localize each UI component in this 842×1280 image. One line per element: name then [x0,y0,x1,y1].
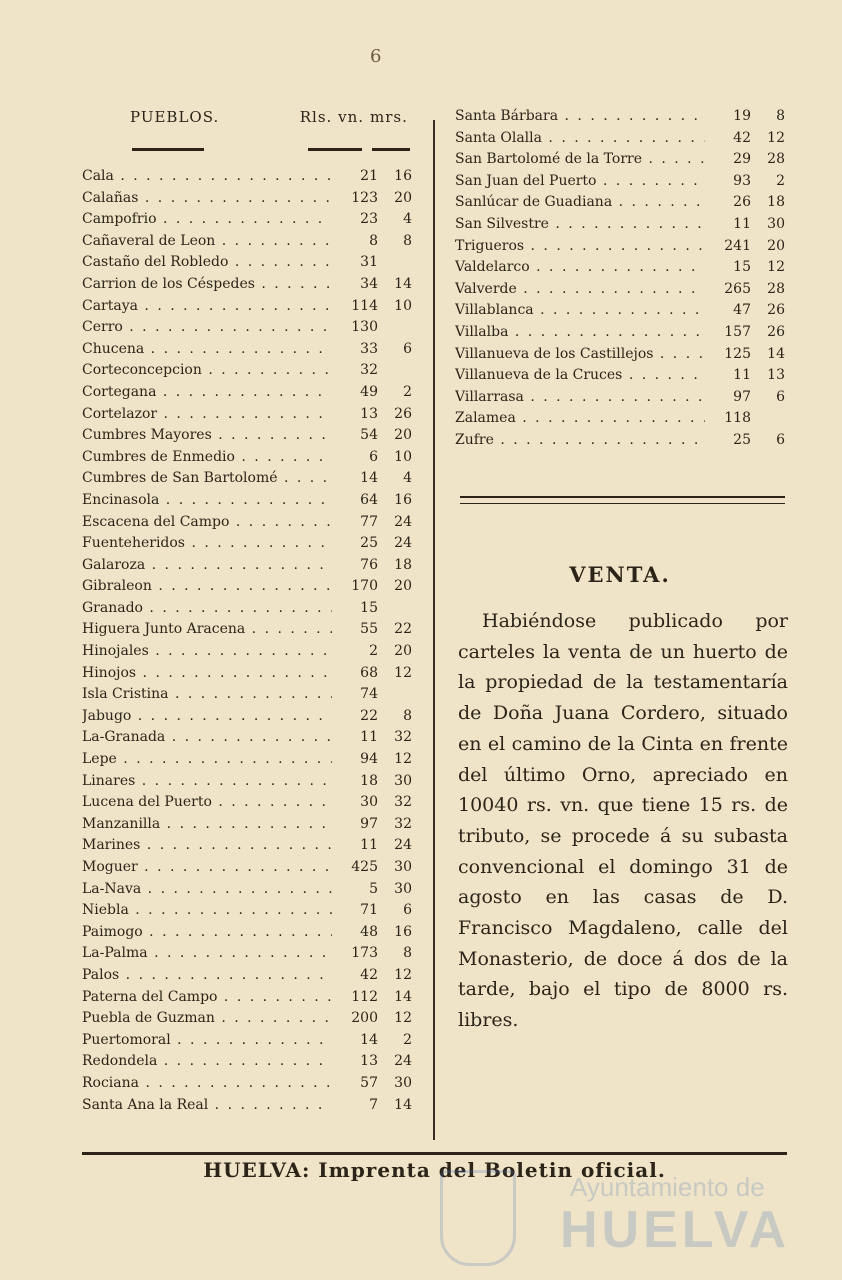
cell-mrs: 24 [378,837,412,853]
watermark-line1: Ayuntamiento de [570,1172,765,1202]
cell-mrs: 10 [378,449,412,465]
cell-mrs: 28 [751,281,785,297]
cell-rls: 26 [705,194,751,210]
cell-name: Galaroza . . . [82,557,332,573]
cell-name: Villablanca . . . [455,302,705,318]
cell-name: La-Palma . . . [82,945,332,961]
cell-name: Escacena del Campo . . . [82,514,332,530]
cell-name: Puertomoral . . . [82,1032,332,1048]
cell-name: Campofrio . . . [82,211,332,227]
cell-mrs: 22 [378,621,412,637]
cell-mrs: 30 [751,216,785,232]
cell-rls: 55 [332,621,378,637]
left-column [82,108,412,1118]
cell-rls: 173 [332,945,378,961]
cell-rls: 15 [705,259,751,275]
cell-mrs: 4 [378,470,412,486]
cell-rls: 64 [332,492,378,508]
footer-imprint: HUELVA: Imprenta del Boletin oficial. [203,1158,666,1182]
table-row [82,1010,412,1032]
table-row [455,151,785,173]
footer-rule [82,1152,787,1155]
table-row [82,233,412,255]
cell-name: Cortelazor . . . [82,406,332,422]
table-row [82,859,412,881]
cell-rls: 11 [332,729,378,745]
table-row [455,173,785,195]
venta-title: VENTA. [569,562,671,587]
cell-name: Granado . . . [82,600,332,616]
cell-rls: 8 [332,233,378,249]
table-row [82,1097,412,1119]
table-row [82,708,412,730]
cell-mrs: 8 [751,108,785,124]
cell-rls: 76 [332,557,378,573]
cell-name: San Silvestre . . . [455,216,705,232]
cell-rls: 7 [332,1097,378,1113]
table-row [82,600,412,622]
cell-name: Niebla . . . [82,902,332,918]
cell-mrs: 32 [378,729,412,745]
cell-rls: 125 [705,346,751,362]
cell-mrs: 32 [378,816,412,832]
cell-mrs: 16 [378,924,412,940]
cell-mrs: 16 [378,168,412,184]
table-row [82,989,412,1011]
table-row [82,427,412,449]
cell-mrs: 12 [751,259,785,275]
cell-mrs: 14 [378,989,412,1005]
cell-name: Fuenteheridos . . . [82,535,332,551]
cell-name: Cumbres de San Bartolomé . . . [82,470,332,486]
table-row [455,238,785,260]
cell-mrs: 13 [751,367,785,383]
cell-rls: 425 [332,859,378,875]
table-row [455,346,785,368]
table-row [82,190,412,212]
cell-rls: 200 [332,1010,378,1026]
cell-mrs: 18 [378,557,412,573]
cell-mrs: 12 [751,130,785,146]
cell-mrs: 8 [378,708,412,724]
cell-rls: 241 [705,238,751,254]
cell-name: Lepe . . . [82,751,332,767]
table-row [455,259,785,281]
cell-name: Cartaya . . . [82,298,332,314]
venta-body: Habiéndose publicado por carteles la venta de un huerto de la propiedad de la testamentaría de Doña Juana Cordero, situado en el camino de la Cinta en frente del último Orno, apreciado en 10040 rs. vn. que tiene 15 rs. de tributo, se procede á su subasta convencional el domingo 31 de agosto en las casas de D. Francisco Magdaleno, calle del Monasterio, de doce á dos de la tarde, bajo el tipo de 8000 rs. libres. [458,610,788,1032]
cell-name: Puebla de Guzman . . . [82,1010,332,1026]
cell-rls: 54 [332,427,378,443]
table-row [82,967,412,989]
cell-name: Redondela . . . [82,1053,332,1069]
cell-name: Encinasola . . . [82,492,332,508]
table-row [82,729,412,751]
cell-mrs: 18 [751,194,785,210]
cell-rls: 2 [332,643,378,659]
cell-rls: 6 [332,449,378,465]
cell-mrs: 6 [378,341,412,357]
cell-name: Paimogo . . . [82,924,332,940]
cell-name: Santa Ana la Real . . . [82,1097,332,1113]
cell-rls: 71 [332,902,378,918]
table-row [82,751,412,773]
cell-rls: 97 [332,816,378,832]
table-row [455,389,785,411]
cell-name: Rociana . . . [82,1075,332,1091]
table-row [82,449,412,471]
cell-rls: 74 [332,686,378,702]
cell-rls: 11 [332,837,378,853]
cell-mrs: 6 [751,389,785,405]
cell-name: Corteconcepcion . . . [82,362,332,378]
table-row [455,108,785,130]
cell-rls: 77 [332,514,378,530]
cell-mrs: 12 [378,1010,412,1026]
cell-rls: 21 [332,168,378,184]
table-row [455,432,785,454]
cell-name: Trigueros . . . [455,238,705,254]
cell-name: Santa Bárbara . . . [455,108,705,124]
cell-mrs: 30 [378,1075,412,1091]
cell-name: San Bartolomé de la Torre . . . [455,151,705,167]
cell-name: Linares . . . [82,773,332,789]
table-row [82,341,412,363]
cell-rls: 11 [705,216,751,232]
cell-rls: 112 [332,989,378,1005]
cell-mrs: 12 [378,665,412,681]
table-row [455,216,785,238]
cell-rls: 14 [332,1032,378,1048]
header-rules [82,136,412,158]
table-row [82,298,412,320]
cell-rls: 13 [332,1053,378,1069]
cell-name: Cañaveral de Leon . . . [82,233,332,249]
cell-name: Cumbres Mayores . . . [82,427,332,443]
cell-name: Cerro . . . [82,319,332,335]
cell-rls: 170 [332,578,378,594]
header-rls: Rls. vn. [299,108,364,126]
cell-mrs: 8 [378,945,412,961]
cell-rls: 49 [332,384,378,400]
cell-name: San Juan del Puerto . . . [455,173,705,189]
table-row [82,794,412,816]
cell-rls: 157 [705,324,751,340]
cell-mrs: 2 [378,384,412,400]
table-row [82,881,412,903]
cell-rls: 47 [705,302,751,318]
cell-name: Zalamea . . . [455,410,705,426]
table-row [82,686,412,708]
table-row [455,367,785,389]
cell-rls: 18 [332,773,378,789]
cell-rls: 123 [332,190,378,206]
cell-name: La-Granada . . . [82,729,332,745]
table-row [455,302,785,324]
page-mark: 6 [370,46,382,67]
cell-rls: 13 [332,406,378,422]
shield-icon [440,1170,516,1266]
cell-rls: 31 [332,254,378,270]
cell-name: Higuera Junto Aracena . . . [82,621,332,637]
table-row [455,410,785,432]
cell-name: La-Nava . . . [82,881,332,897]
cell-name: Villarrasa . . . [455,389,705,405]
right-table [455,108,785,454]
cell-mrs: 26 [751,302,785,318]
cell-name: Isla Cristina . . . [82,686,332,702]
table-row [82,816,412,838]
cell-name: Paterna del Campo . . . [82,989,332,1005]
left-table [82,168,412,1118]
cell-name: Carrion de los Céspedes . . . [82,276,332,292]
cell-mrs: 20 [378,578,412,594]
cell-mrs: 16 [378,492,412,508]
cell-mrs: 30 [378,881,412,897]
section-divider [460,496,785,504]
cell-name: Hinojos . . . [82,665,332,681]
table-row [82,492,412,514]
header-mrs: mrs. [370,108,408,126]
cell-rls: 94 [332,751,378,767]
table-header [82,108,412,136]
cell-name: Cortegana . . . [82,384,332,400]
cell-mrs: 20 [378,643,412,659]
cell-name: Valdelarco . . . [455,259,705,275]
cell-name: Villalba . . . [455,324,705,340]
table-row [82,168,412,190]
cell-name: Chucena . . . [82,341,332,357]
cell-name: Manzanilla . . . [82,816,332,832]
cell-name: Hinojales . . . [82,643,332,659]
table-row [82,773,412,795]
cell-mrs: 12 [378,751,412,767]
cell-name: Palos . . . [82,967,332,983]
cell-rls: 42 [705,130,751,146]
cell-mrs: 30 [378,773,412,789]
cell-rls: 23 [332,211,378,227]
cell-mrs: 30 [378,859,412,875]
cell-rls: 93 [705,173,751,189]
cell-mrs: 24 [378,514,412,530]
table-row [82,362,412,384]
cell-mrs: 2 [751,173,785,189]
table-row [82,211,412,233]
cell-name: Villanueva de los Castillejos . . . [455,346,705,362]
header-pueblos: PUEBLOS. [130,108,220,126]
cell-mrs: 8 [378,233,412,249]
cell-rls: 5 [332,881,378,897]
cell-mrs: 6 [378,902,412,918]
table-row [82,406,412,428]
table-row [82,1032,412,1054]
table-row [82,1053,412,1075]
cell-mrs: 2 [378,1032,412,1048]
table-row [82,535,412,557]
cell-rls: 25 [332,535,378,551]
cell-mrs: 12 [378,967,412,983]
cell-rls: 42 [332,967,378,983]
cell-name: Calañas . . . [82,190,332,206]
cell-rls: 114 [332,298,378,314]
table-row [82,621,412,643]
cell-mrs: 10 [378,298,412,314]
table-row [82,276,412,298]
right-column [455,108,785,454]
cell-mrs: 24 [378,535,412,551]
cell-mrs: 20 [378,190,412,206]
cell-name: Jabugo . . . [82,708,332,724]
cell-name: Lucena del Puerto . . . [82,794,332,810]
cell-rls: 14 [332,470,378,486]
cell-rls: 118 [705,410,751,426]
cell-rls: 265 [705,281,751,297]
cell-rls: 25 [705,432,751,448]
cell-mrs: 4 [378,211,412,227]
cell-rls: 15 [332,600,378,616]
cell-rls: 19 [705,108,751,124]
table-row [455,281,785,303]
cell-name: Castaño del Robledo . . . [82,254,332,270]
watermark [440,1170,791,1270]
cell-name: Gibraleon . . . [82,578,332,594]
cell-mrs: 20 [751,238,785,254]
cell-rls: 32 [332,362,378,378]
cell-name: Marines . . . [82,837,332,853]
table-row [82,924,412,946]
cell-name: Moguer . . . [82,859,332,875]
cell-rls: 97 [705,389,751,405]
cell-rls: 11 [705,367,751,383]
table-row [455,130,785,152]
table-row [82,643,412,665]
table-row [82,902,412,924]
cell-mrs: 24 [378,1053,412,1069]
cell-mrs: 6 [751,432,785,448]
table-row [455,194,785,216]
cell-rls: 33 [332,341,378,357]
cell-rls: 130 [332,319,378,335]
table-row [82,578,412,600]
cell-mrs: 26 [751,324,785,340]
table-row [82,254,412,276]
cell-mrs: 32 [378,794,412,810]
cell-rls: 30 [332,794,378,810]
table-row [82,837,412,859]
cell-rls: 34 [332,276,378,292]
cell-name: Valverde . . . [455,281,705,297]
cell-rls: 48 [332,924,378,940]
watermark-line2: HUELVA [560,1201,791,1259]
cell-rls: 29 [705,151,751,167]
table-row [82,514,412,536]
cell-mrs: 14 [378,276,412,292]
cell-mrs: 26 [378,406,412,422]
table-row [82,470,412,492]
cell-rls: 57 [332,1075,378,1091]
table-row [82,557,412,579]
cell-name: Santa Olalla . . . [455,130,705,146]
cell-name: Cala . . . [82,168,332,184]
cell-rls: 68 [332,665,378,681]
cell-mrs: 20 [378,427,412,443]
column-divider [433,120,435,1140]
cell-name: Sanlúcar de Guadiana . . . [455,194,705,210]
cell-name: Cumbres de Enmedio . . . [82,449,332,465]
cell-mrs: 28 [751,151,785,167]
cell-name: Zufre . . . [455,432,705,448]
cell-mrs: 14 [378,1097,412,1113]
table-row [82,384,412,406]
table-row [82,665,412,687]
table-row [455,324,785,346]
cell-name: Villanueva de la Cruces . . . [455,367,705,383]
table-row [82,319,412,341]
cell-mrs: 14 [751,346,785,362]
table-row [82,945,412,967]
cell-rls: 22 [332,708,378,724]
table-row [82,1075,412,1097]
